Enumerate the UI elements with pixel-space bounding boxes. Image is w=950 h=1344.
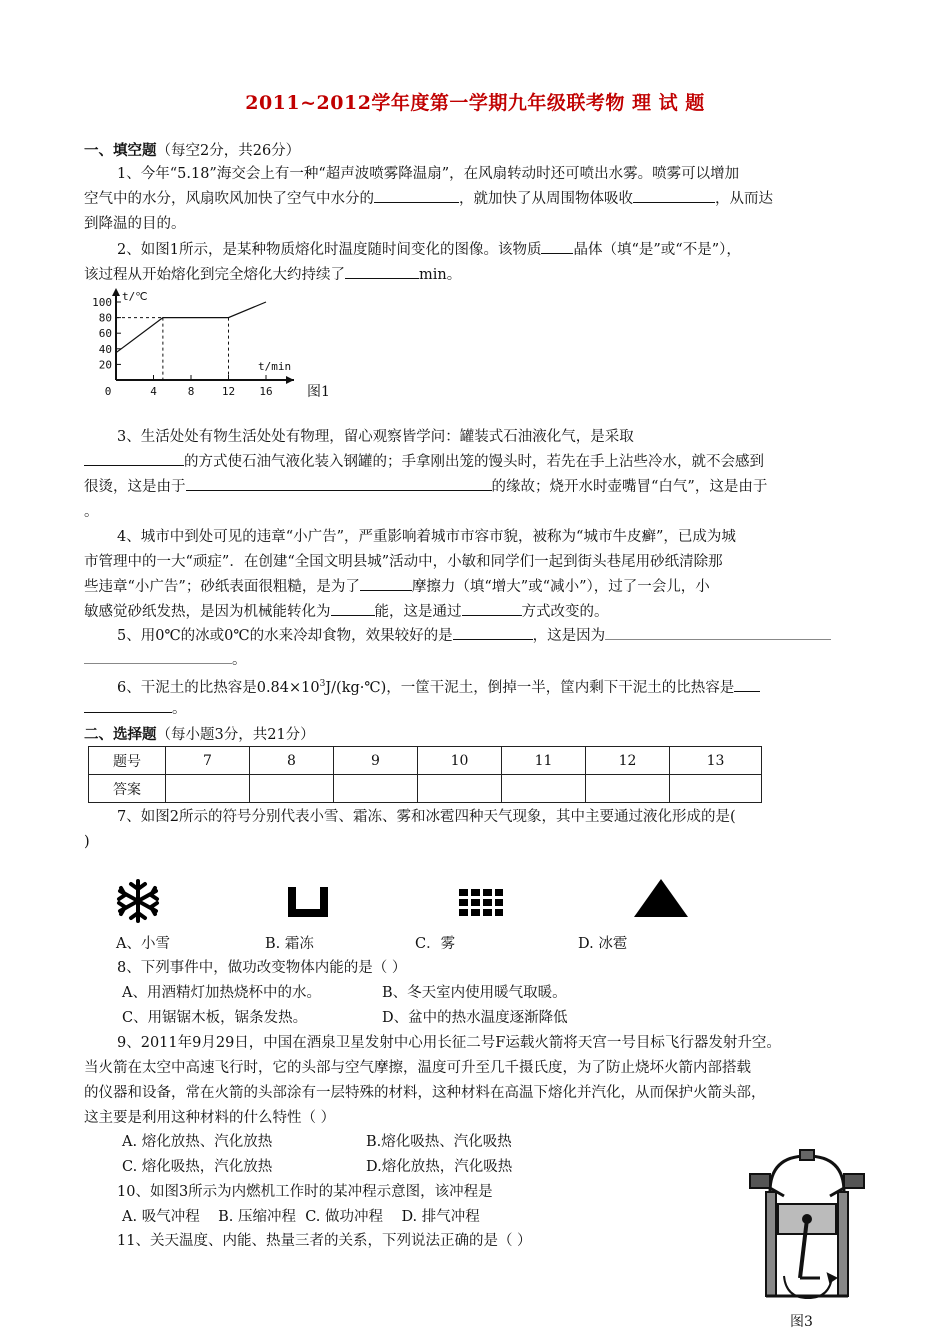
- q6-blank-1[interactable]: [734, 677, 760, 692]
- q1-line3: 到降温的目的。: [84, 216, 186, 232]
- table-header-number: 题号: [89, 747, 166, 775]
- y-axis-arrow: [112, 288, 120, 296]
- q9-line3: 的仪器和设备，常在火箭的头部涂有一层特殊的材料，这种材料在高温下熔化并汽化，从而保护火箭头部，: [84, 1085, 766, 1101]
- q6-sup: 3: [319, 679, 326, 689]
- q9-option-c[interactable]: C. 熔化吸热，汽化放热: [122, 1159, 273, 1175]
- q4-text-a: 些违章“小广告”；砂纸表面很粗糙，是为了: [84, 579, 360, 595]
- q6-text-a: 6、干泥土的比热容是0.84×10: [117, 679, 320, 696]
- y-tick-label: 100: [92, 296, 112, 309]
- section1-note: （每空2分，共26分）: [156, 143, 301, 159]
- y-axis-label: t/℃: [122, 290, 148, 303]
- answer-cell-10[interactable]: [418, 775, 502, 803]
- x-tick-label: 4: [150, 385, 157, 398]
- x-tick-label: 8: [187, 385, 195, 398]
- q6-blank-2[interactable]: [84, 698, 172, 713]
- q4-text-b: 摩擦力（填“增大”或“减小”），过了一会儿，小: [411, 579, 710, 595]
- q4-blank-2[interactable]: [331, 601, 375, 616]
- q5-blank-3[interactable]: [84, 649, 232, 664]
- q4-line2: 市管理中的一大“顽症”．在创建“全国文明县城”活动中，小敏和同学们一起到街头巷尾用砂纸清除那: [84, 554, 723, 570]
- snowflake-icon: [112, 878, 164, 924]
- y-tick-label: 80: [98, 311, 112, 325]
- x-axis-label: t/min: [258, 360, 292, 373]
- q6-end: 。: [172, 701, 187, 717]
- hail-triangle-icon: [632, 877, 690, 919]
- q3-text-d: 的缘故；烧开水时壶嘴冒“白气”，这是由于: [491, 479, 768, 495]
- q5-end: 。: [232, 652, 247, 668]
- q5-text-a: 5、用0℃的冰或0℃的水来冷却食物，效果较好的是: [117, 628, 453, 644]
- q8-option-d[interactable]: D、盆中的热水温度逐渐降低: [382, 1010, 568, 1026]
- q2-blank-1[interactable]: [541, 239, 573, 254]
- q6-text-b: J/(kg·℃)，一筐干泥土，倒掉一半，筐内剩下干泥土的比热容是: [325, 679, 735, 696]
- section2-heading: 二、选择题: [84, 726, 157, 743]
- q8-option-a[interactable]: A、用酒精灯加热烧杯中的水。: [122, 985, 321, 1001]
- q7-option-b[interactable]: B. 霜冻: [265, 936, 314, 952]
- fig1-label: 图1: [307, 384, 330, 400]
- q3-blank-2[interactable]: [186, 476, 492, 491]
- table-number-8: 8: [250, 747, 334, 775]
- q11-stem: 11、关天温度、内能、热量三者的关系，下列说法正确的是（ ）: [117, 1233, 532, 1249]
- table-number-11: 11: [502, 747, 586, 775]
- engine-cylinder-diagram: [748, 1148, 866, 1308]
- answer-cell-11[interactable]: [502, 775, 586, 803]
- q2-text-c: 该过程从开始熔化到完全熔化大约持续了: [84, 267, 345, 283]
- q5-line2: [84, 648, 874, 673]
- q5-text-b: ，这是因为: [532, 628, 606, 644]
- q4-text-c: 敏感觉砂纸发热，是因为机械能转化为: [84, 604, 331, 620]
- q2-text-a: 2、如图1所示，是某种物质熔化时温度随时间变化的图像。该物质: [117, 242, 542, 258]
- y-tick-label: 60: [98, 327, 112, 341]
- q4-blank-3[interactable]: [462, 601, 522, 616]
- q9-line4: 这主要是利用这种材料的什么特性（ ）: [84, 1110, 336, 1126]
- x-axis-arrow: [286, 376, 294, 384]
- q2-line2: [84, 263, 874, 288]
- q4-blank-1[interactable]: [360, 576, 412, 591]
- q6-line2: [84, 697, 874, 722]
- q3-line1: 3、生活处处有物生活处处有物理，留心观察皆学问：罐装式石油液化气，是采取: [117, 429, 634, 445]
- answer-cell-8[interactable]: [250, 775, 334, 803]
- q4-text-e: 方式改变的。: [521, 604, 609, 620]
- y-tick-label: 20: [98, 358, 112, 372]
- section1-heading-line: [84, 138, 874, 164]
- x-tick-label: 0: [104, 385, 112, 398]
- table-number-10: 10: [418, 747, 502, 775]
- q3-line3: [84, 475, 874, 500]
- answer-cell-12[interactable]: [586, 775, 670, 803]
- q2-text-d: min。: [419, 267, 462, 283]
- fig3-label: 图3: [790, 1314, 813, 1330]
- q5-blank-1[interactable]: [453, 625, 533, 640]
- temperature-curve: [116, 302, 266, 353]
- answer-table-number-row: [89, 747, 762, 775]
- table-number-9: 9: [334, 747, 418, 775]
- q8-stem: 8、下列事件中，做功改变物体内能的是（ ）: [117, 960, 407, 976]
- page-title: 2011~2012学年度第一学期九年级联考物 理 试 题: [245, 92, 705, 114]
- q4-line3: [84, 575, 874, 600]
- frost-icon: [286, 885, 330, 919]
- q4-text-d: 能，这是通过: [374, 604, 462, 620]
- q10-stem: 10、如图3所示为内燃机工作时的某冲程示意图，该冲程是: [117, 1184, 493, 1200]
- q3-line4: 。: [84, 504, 99, 520]
- q9-line1: 9、2011年9月29日，中国在酒泉卫星发射中心用长征二号F运载火箭将天宫一号目标飞行器发射升空。: [117, 1035, 781, 1051]
- x-tick-label: 16: [259, 385, 273, 398]
- section1-heading: 一、填空题: [84, 142, 157, 159]
- q3-blank-1[interactable]: [84, 451, 184, 466]
- answer-cell-9[interactable]: [334, 775, 418, 803]
- q2-line1: [84, 238, 874, 263]
- q1-blank-1[interactable]: [374, 188, 459, 203]
- answer-table-answer-row: [89, 775, 762, 803]
- q9-line2: 当火箭在太空中高速飞行时，它的头部与空气摩擦，温度可升至几千摄氏度，为了防止烧坏火箭内部搭载: [84, 1060, 751, 1076]
- q3-text-c: 很烫，这是由于: [84, 479, 186, 495]
- q3-line2: [84, 450, 874, 475]
- q1-text-b: ，就加快了从周围物体吸收: [459, 191, 633, 207]
- q10-options[interactable]: A. 吸气冲程 B. 压缩冲程 C. 做功冲程 D. 排气冲程: [122, 1209, 480, 1225]
- q3-text-b: 的方式使石油气液化装入钢罐的；手拿刚出笼的馒头时，若先在手上沾些冷水，就不会感到: [184, 454, 764, 470]
- q1-blank-2[interactable]: [633, 188, 715, 203]
- q4-line4: [84, 600, 874, 625]
- q4-line1: 4、城市中到处可见的违章“小广告”，严重影响着城市市容市貌，被称为“城市牛皮癣”，已成为城: [117, 529, 736, 545]
- q8-option-c[interactable]: C、用锯锯木板，锯条发热。: [122, 1010, 308, 1026]
- q1-line2: [84, 187, 874, 212]
- q7-option-c[interactable]: C．雾: [415, 936, 456, 952]
- q1-text-a: 空气中的水分，风扇吹风加快了空气中水分的: [84, 191, 374, 207]
- section2-note: （每小题3分，共21分）: [156, 727, 315, 743]
- q9-option-b[interactable]: B.熔化吸热、汽化吸热: [366, 1134, 512, 1150]
- q7-option-a[interactable]: A、小雪: [116, 936, 170, 952]
- answer-table: [88, 746, 762, 803]
- q8-option-b[interactable]: B、冬天室内使用暖气取暖。: [382, 985, 567, 1001]
- q1-text-c: ，从而达: [715, 191, 773, 207]
- answer-cell-13[interactable]: [670, 775, 762, 803]
- fog-icon: [458, 887, 504, 919]
- q2-blank-2[interactable]: [345, 264, 419, 279]
- y-tick-label: 40: [98, 342, 112, 356]
- q7-option-d[interactable]: D. 冰雹: [578, 936, 628, 952]
- x-tick-label: 12: [221, 385, 236, 398]
- q1-line1: 1、今年“5.18”海交会上有一种“超声波喷雾降温扇”，在风扇转动时还可喷出水雾。喷雾可以增加: [117, 166, 740, 182]
- table-number-12: 12: [586, 747, 670, 775]
- q2-text-b: 晶体（填“是”或“不是”），: [573, 242, 741, 258]
- table-header-answer: 答案: [89, 775, 166, 803]
- section2-heading-line: [84, 722, 874, 748]
- q9-option-d[interactable]: D.熔化放热，汽化吸热: [366, 1159, 513, 1175]
- q7-line1: 7、如图2所示的符号分别代表小雪、霜冻、雾和冰雹四种天气现象，其中主要通过液化形成的是(: [117, 809, 736, 825]
- table-number-7: 7: [166, 747, 250, 775]
- q5-line1: [84, 624, 874, 649]
- q5-blank-2[interactable]: [605, 625, 831, 640]
- table-number-13: 13: [670, 747, 762, 775]
- q9-option-a[interactable]: A. 熔化放热、汽化放热: [122, 1134, 273, 1150]
- fig1-chart: [84, 286, 324, 401]
- q7-line2: ): [84, 834, 90, 850]
- answer-cell-7[interactable]: [166, 775, 250, 803]
